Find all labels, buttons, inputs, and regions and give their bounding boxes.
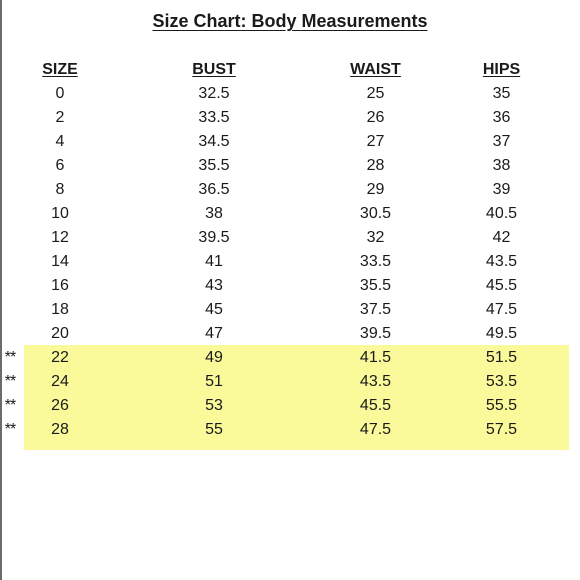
size-cell: 0 [55,85,65,102]
row-marker [0,250,20,274]
waist-cell: 26 [366,109,385,126]
header-row [0,58,580,82]
row-marker [0,130,20,154]
row-marker [0,82,20,106]
hips-cell: 57.5 [485,421,518,438]
hips-cell: 39 [492,181,511,198]
hips-cell: 40.5 [485,205,518,222]
size-cell: 12 [51,229,69,246]
row-marker [0,106,20,130]
bust-header: BUST [192,61,236,78]
chart-title: Size Chart: Body Measurements [152,11,428,31]
hips-cell: 47.5 [485,301,518,318]
table-row [0,226,580,250]
bust-cell: 49 [205,349,223,366]
hips-cell: 37 [492,133,511,150]
bust-cell: 35.5 [198,157,230,174]
size-cell: 28 [51,421,69,438]
hips-cell: 43.5 [485,253,518,270]
table-row [0,418,580,442]
size-cell: 20 [51,325,69,342]
row-marker [0,298,20,322]
table-row [0,202,580,226]
size-cell: 2 [55,109,65,126]
hips-cell: 36 [492,109,511,126]
row-marker: ** [4,349,16,366]
table-row [0,82,580,106]
row-marker [0,322,20,346]
hips-cell: 49.5 [485,325,518,342]
row-marker: ** [4,373,16,390]
hips-cell: 55.5 [485,397,518,414]
bust-cell: 32.5 [198,85,230,102]
waist-cell: 39.5 [359,325,392,342]
size-header: SIZE [42,61,78,78]
waist-cell: 41.5 [359,349,392,366]
hips-cell: 42 [492,229,511,246]
bust-cell: 39.5 [198,229,230,246]
table-row [0,178,580,202]
row-marker [0,202,20,226]
table-row [0,394,580,418]
table-row [0,346,580,370]
waist-cell: 27 [366,133,385,150]
size-cell: 18 [51,301,69,318]
waist-cell: 32 [366,229,385,246]
bust-cell: 51 [205,373,223,390]
waist-header: WAIST [350,61,401,78]
row-marker [0,274,20,298]
bust-cell: 34.5 [198,133,230,150]
bust-cell: 36.5 [198,181,230,198]
size-cell: 8 [55,181,65,198]
waist-cell: 29 [366,181,385,198]
waist-cell: 35.5 [359,277,392,294]
size-cell: 16 [51,277,69,294]
size-cell: 10 [51,205,69,222]
row-marker: ** [4,421,16,438]
bust-cell: 53 [205,397,223,414]
table-row [0,154,580,178]
table-row [0,370,580,394]
hips-cell: 51.5 [485,349,518,366]
row-marker [0,154,20,178]
waist-cell: 30.5 [359,205,392,222]
bust-cell: 41 [205,253,223,270]
size-cell: 24 [51,373,69,390]
waist-cell: 45.5 [359,397,392,414]
row-marker [0,178,20,202]
table-row [0,106,580,130]
bust-cell: 33.5 [198,109,230,126]
size-cell: 6 [55,157,65,174]
bust-cell: 47 [205,325,223,342]
bust-cell: 43 [205,277,223,294]
hips-cell: 35 [492,85,511,102]
table-row [0,274,580,298]
waist-cell: 25 [366,85,385,102]
table-row [0,322,580,346]
table-row [0,250,580,274]
waist-cell: 33.5 [359,253,392,270]
row-marker: ** [4,397,16,414]
row-marker [0,226,20,250]
size-cell: 22 [51,349,69,366]
waist-cell: 37.5 [359,301,392,318]
mark-header [0,58,20,82]
waist-cell: 43.5 [359,373,392,390]
waist-cell: 28 [366,157,385,174]
table-row [0,130,580,154]
table-row [0,298,580,322]
hips-cell: 38 [492,157,511,174]
waist-cell: 47.5 [359,421,392,438]
hips-cell: 45.5 [485,277,518,294]
size-cell: 26 [51,397,69,414]
hips-cell: 53.5 [485,373,518,390]
bust-cell: 45 [205,301,223,318]
size-chart-table [0,58,580,442]
bust-cell: 55 [205,421,223,438]
hips-header: HIPS [482,61,521,78]
size-cell: 4 [55,133,65,150]
bust-cell: 38 [205,205,223,222]
size-cell: 14 [51,253,69,270]
